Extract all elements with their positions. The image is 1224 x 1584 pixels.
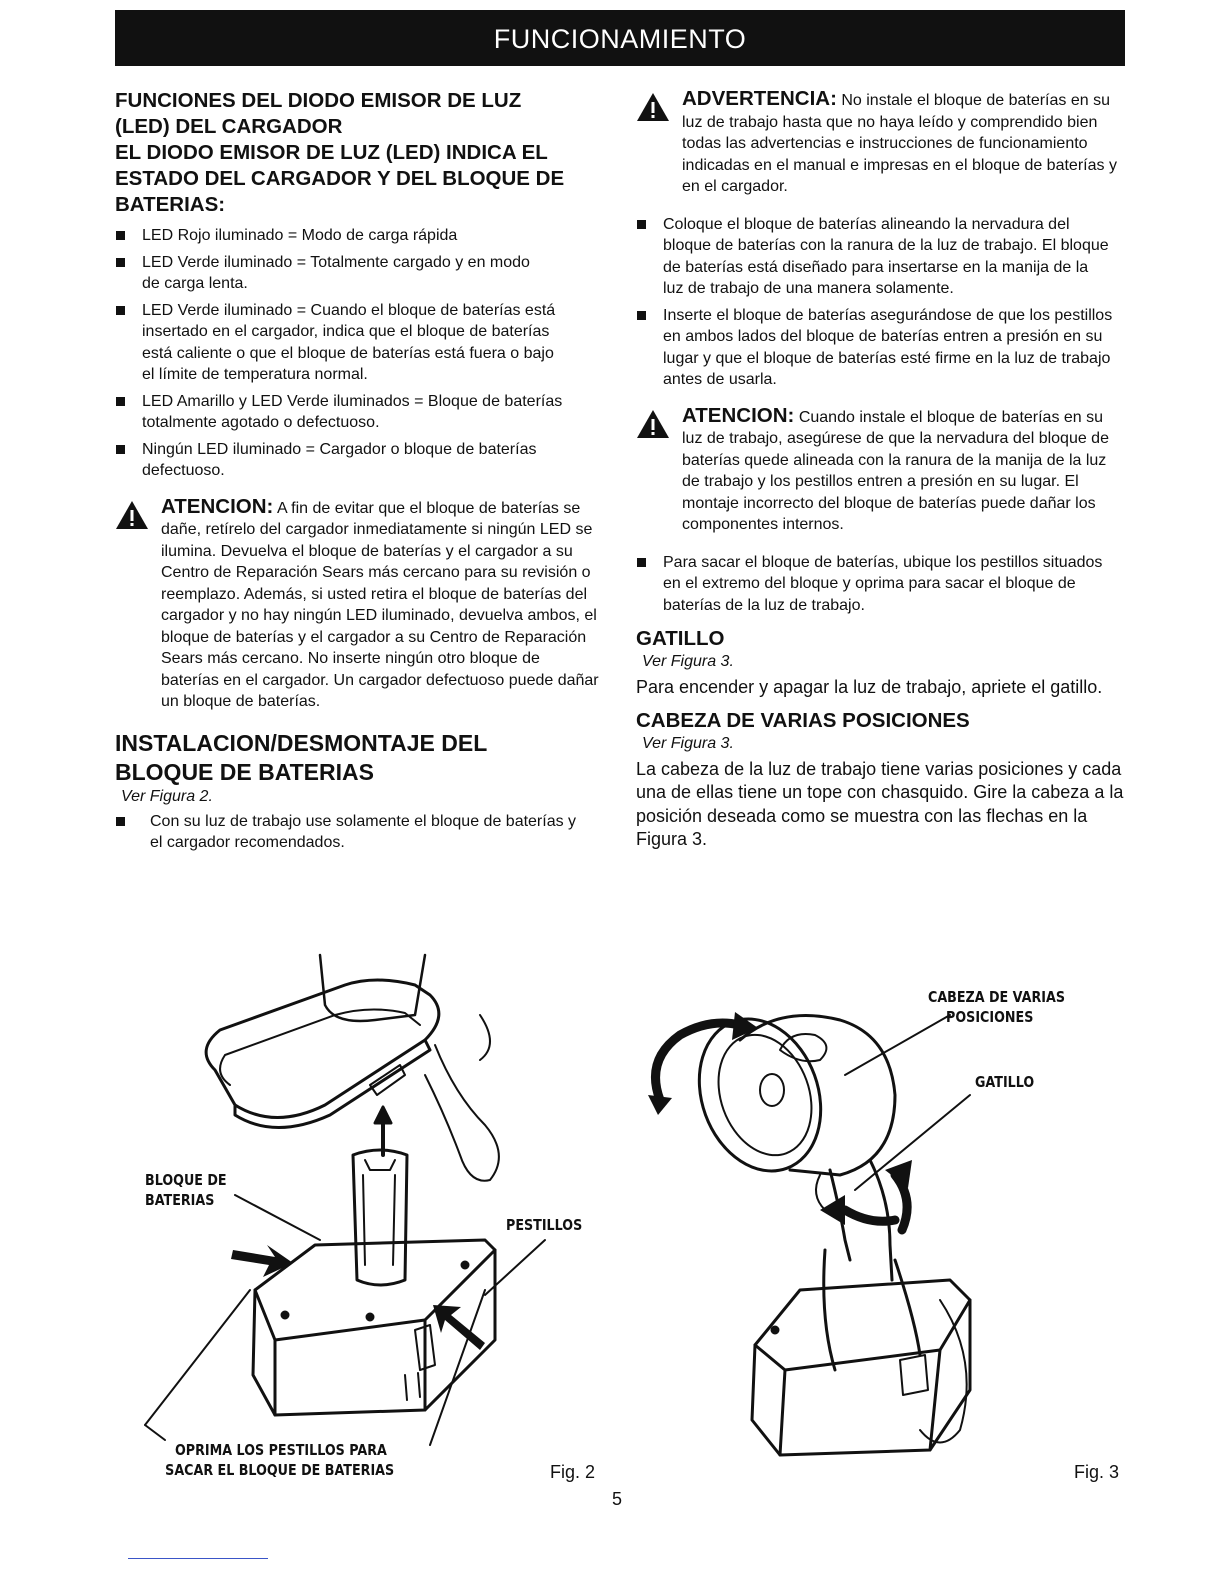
led-subheading: EL DIODO EMISOR DE LUZ (LED) INDICA EL ESTADO DEL CARGADOR Y DEL BLOQUE DE BATERIAS: bbox=[115, 141, 565, 216]
warning-block bbox=[636, 88, 1122, 198]
led-item: LED Verde iluminado = Totalmente cargado y en modo de carga lenta. bbox=[115, 252, 537, 295]
bullet-square-icon bbox=[637, 311, 646, 320]
install-item: Inserte el bloque de baterías asegurándose de que los pestillos en ambos lados del bloque de baterías entren a presión en su lugar y que el bloque de baterías esté firme en la luz de trabajo antes de usarla. bbox=[636, 305, 1123, 391]
figure-2-label-press: OPRIMA LOS PESTILLOS PARA SACAR EL BLOQUE DE BATERIAS bbox=[165, 1441, 395, 1479]
led-heading: FUNCIONES DEL DIODO EMISOR DE LUZ (LED) DEL CARGADOR bbox=[115, 89, 522, 138]
page-number: 5 bbox=[612, 1489, 623, 1509]
warning-text: No instale el bloque de baterías en su luz de trabajo hasta que no haya leído y comprendido bien todas las advertencias e instrucciones de funcionamiento indicadas en el manual e impresas en el bloque de baterías y en el cargador. bbox=[682, 92, 1117, 195]
section-title-banner bbox=[115, 10, 1125, 66]
bullet-square-icon bbox=[116, 231, 125, 240]
section-title: FUNCIONAMIENTO bbox=[493, 24, 747, 54]
figure-2-number: Fig. 2 bbox=[550, 1462, 596, 1482]
bullet-square-icon bbox=[116, 445, 125, 454]
install-figure-ref: Ver Figura 2. bbox=[121, 787, 213, 805]
warning-triangle-icon bbox=[115, 500, 149, 530]
figure-3-illustration bbox=[640, 1000, 1040, 1470]
figure-3-label-head: CABEZA DE VARIAS POSICIONES bbox=[928, 988, 1065, 1026]
head-figure-ref: Ver Figura 3. bbox=[642, 734, 734, 752]
bullet-square-icon bbox=[116, 306, 125, 315]
warning-triangle-icon bbox=[636, 92, 670, 122]
warning-triangle-icon bbox=[636, 409, 670, 439]
bullet-square-icon bbox=[637, 220, 646, 229]
caution-keyword: ATENCION: bbox=[161, 494, 274, 518]
footer-rule bbox=[128, 1558, 268, 1559]
remove-item: Para sacar el bloque de baterías, ubique los pestillos situados en el extremo del bloque y oprima para sacar el bloque de baterías de la luz de trabajo. bbox=[636, 552, 1118, 617]
left-column bbox=[115, 88, 605, 859]
bullet-square-icon bbox=[116, 397, 125, 406]
trigger-figure-ref: Ver Figura 3. bbox=[642, 653, 734, 670]
figure-3-number: Fig. 3 bbox=[1074, 1462, 1120, 1482]
head-heading: CABEZA DE VARIAS POSICIONES bbox=[636, 708, 970, 732]
caution-text: A fin de evitar que el bloque de baterías se dañe, retírelo del cargador inmediatamente si ningún LED se ilumina. Devuelva el bloque de baterías y el cargador a su Centro de Reparación Sears más cercano para su revisión o reemplazo. Además, si usted retira el bloque de baterías del cargador y no hay ningún LED iluminado, devuelva ambos, el bloque de baterías y el cargador a su Centro de Reparación Sears más cercano. No inserte ningún otro bloque de baterías en el cargador. Un cargador defectuoso puede dañar un bloque de baterías. bbox=[161, 499, 599, 710]
caution-block bbox=[115, 496, 601, 713]
bullet-square-icon bbox=[637, 558, 646, 567]
figure-3-label-trigger: GATILLO bbox=[975, 1073, 1035, 1091]
figure-2-label-latches: PESTILLOS bbox=[506, 1216, 583, 1234]
install-item: Coloque el bloque de baterías alineando la nervadura del bloque de baterías con la ranura de la luz de trabajo. El bloque de baterías está diseñado para insertarse en la manija de la luz de trabajo de una manera solamente. bbox=[636, 214, 1113, 300]
caution-text: Cuando instale el bloque de baterías en su luz de trabajo, asegúrese de que la nervadura del bloque de baterías quede alineada con la ranura de la manija de la luz de trabajo y los pestillos entren a presión en su lugar. El montaje incorrecto del bloque de baterías puede dañar los componentes internos. bbox=[682, 408, 1109, 533]
figure-2-label-battery: BLOQUE DE BATERIAS bbox=[145, 1171, 227, 1209]
bullet-square-icon bbox=[116, 817, 125, 826]
install-heading: INSTALACION/DESMONTAJE DEL BLOQUE DE BATERIAS bbox=[115, 729, 487, 785]
bullet-square-icon bbox=[116, 258, 125, 267]
led-item: LED Rojo iluminado = Modo de carga rápida bbox=[115, 225, 605, 247]
trigger-heading: GATILLO bbox=[636, 627, 725, 650]
led-item: LED Amarillo y LED Verde iluminados = Bloque de baterías totalmente agotado o defectuoso. bbox=[115, 391, 567, 434]
right-column bbox=[636, 88, 1126, 852]
head-text: La cabeza de la luz de trabajo tiene varias posiciones y cada una de ellas tiene un tope con chasquido. Gire la cabeza a la posición deseada como se muestra con las flechas en la Figura 3. bbox=[636, 758, 1124, 849]
led-item: LED Verde iluminado = Cuando el bloque de baterías está insertado en el cargador, indica que el bloque de baterías está caliente o que el bloque de baterías está fuera o bajo el límite de temperatura normal. bbox=[115, 300, 567, 386]
led-item: Ningún LED iluminado = Cargador o bloque de baterías defectuoso. bbox=[115, 439, 542, 482]
install-item: Con su luz de trabajo use solamente el bloque de baterías y el cargador recomendados. bbox=[115, 811, 590, 854]
warning-keyword: ADVERTENCIA: bbox=[682, 87, 837, 110]
caution-keyword: ATENCION: bbox=[682, 403, 795, 427]
caution-block bbox=[636, 405, 1127, 536]
trigger-text: Para encender y apagar la luz de trabajo, apriete el gatillo. bbox=[636, 677, 1103, 697]
